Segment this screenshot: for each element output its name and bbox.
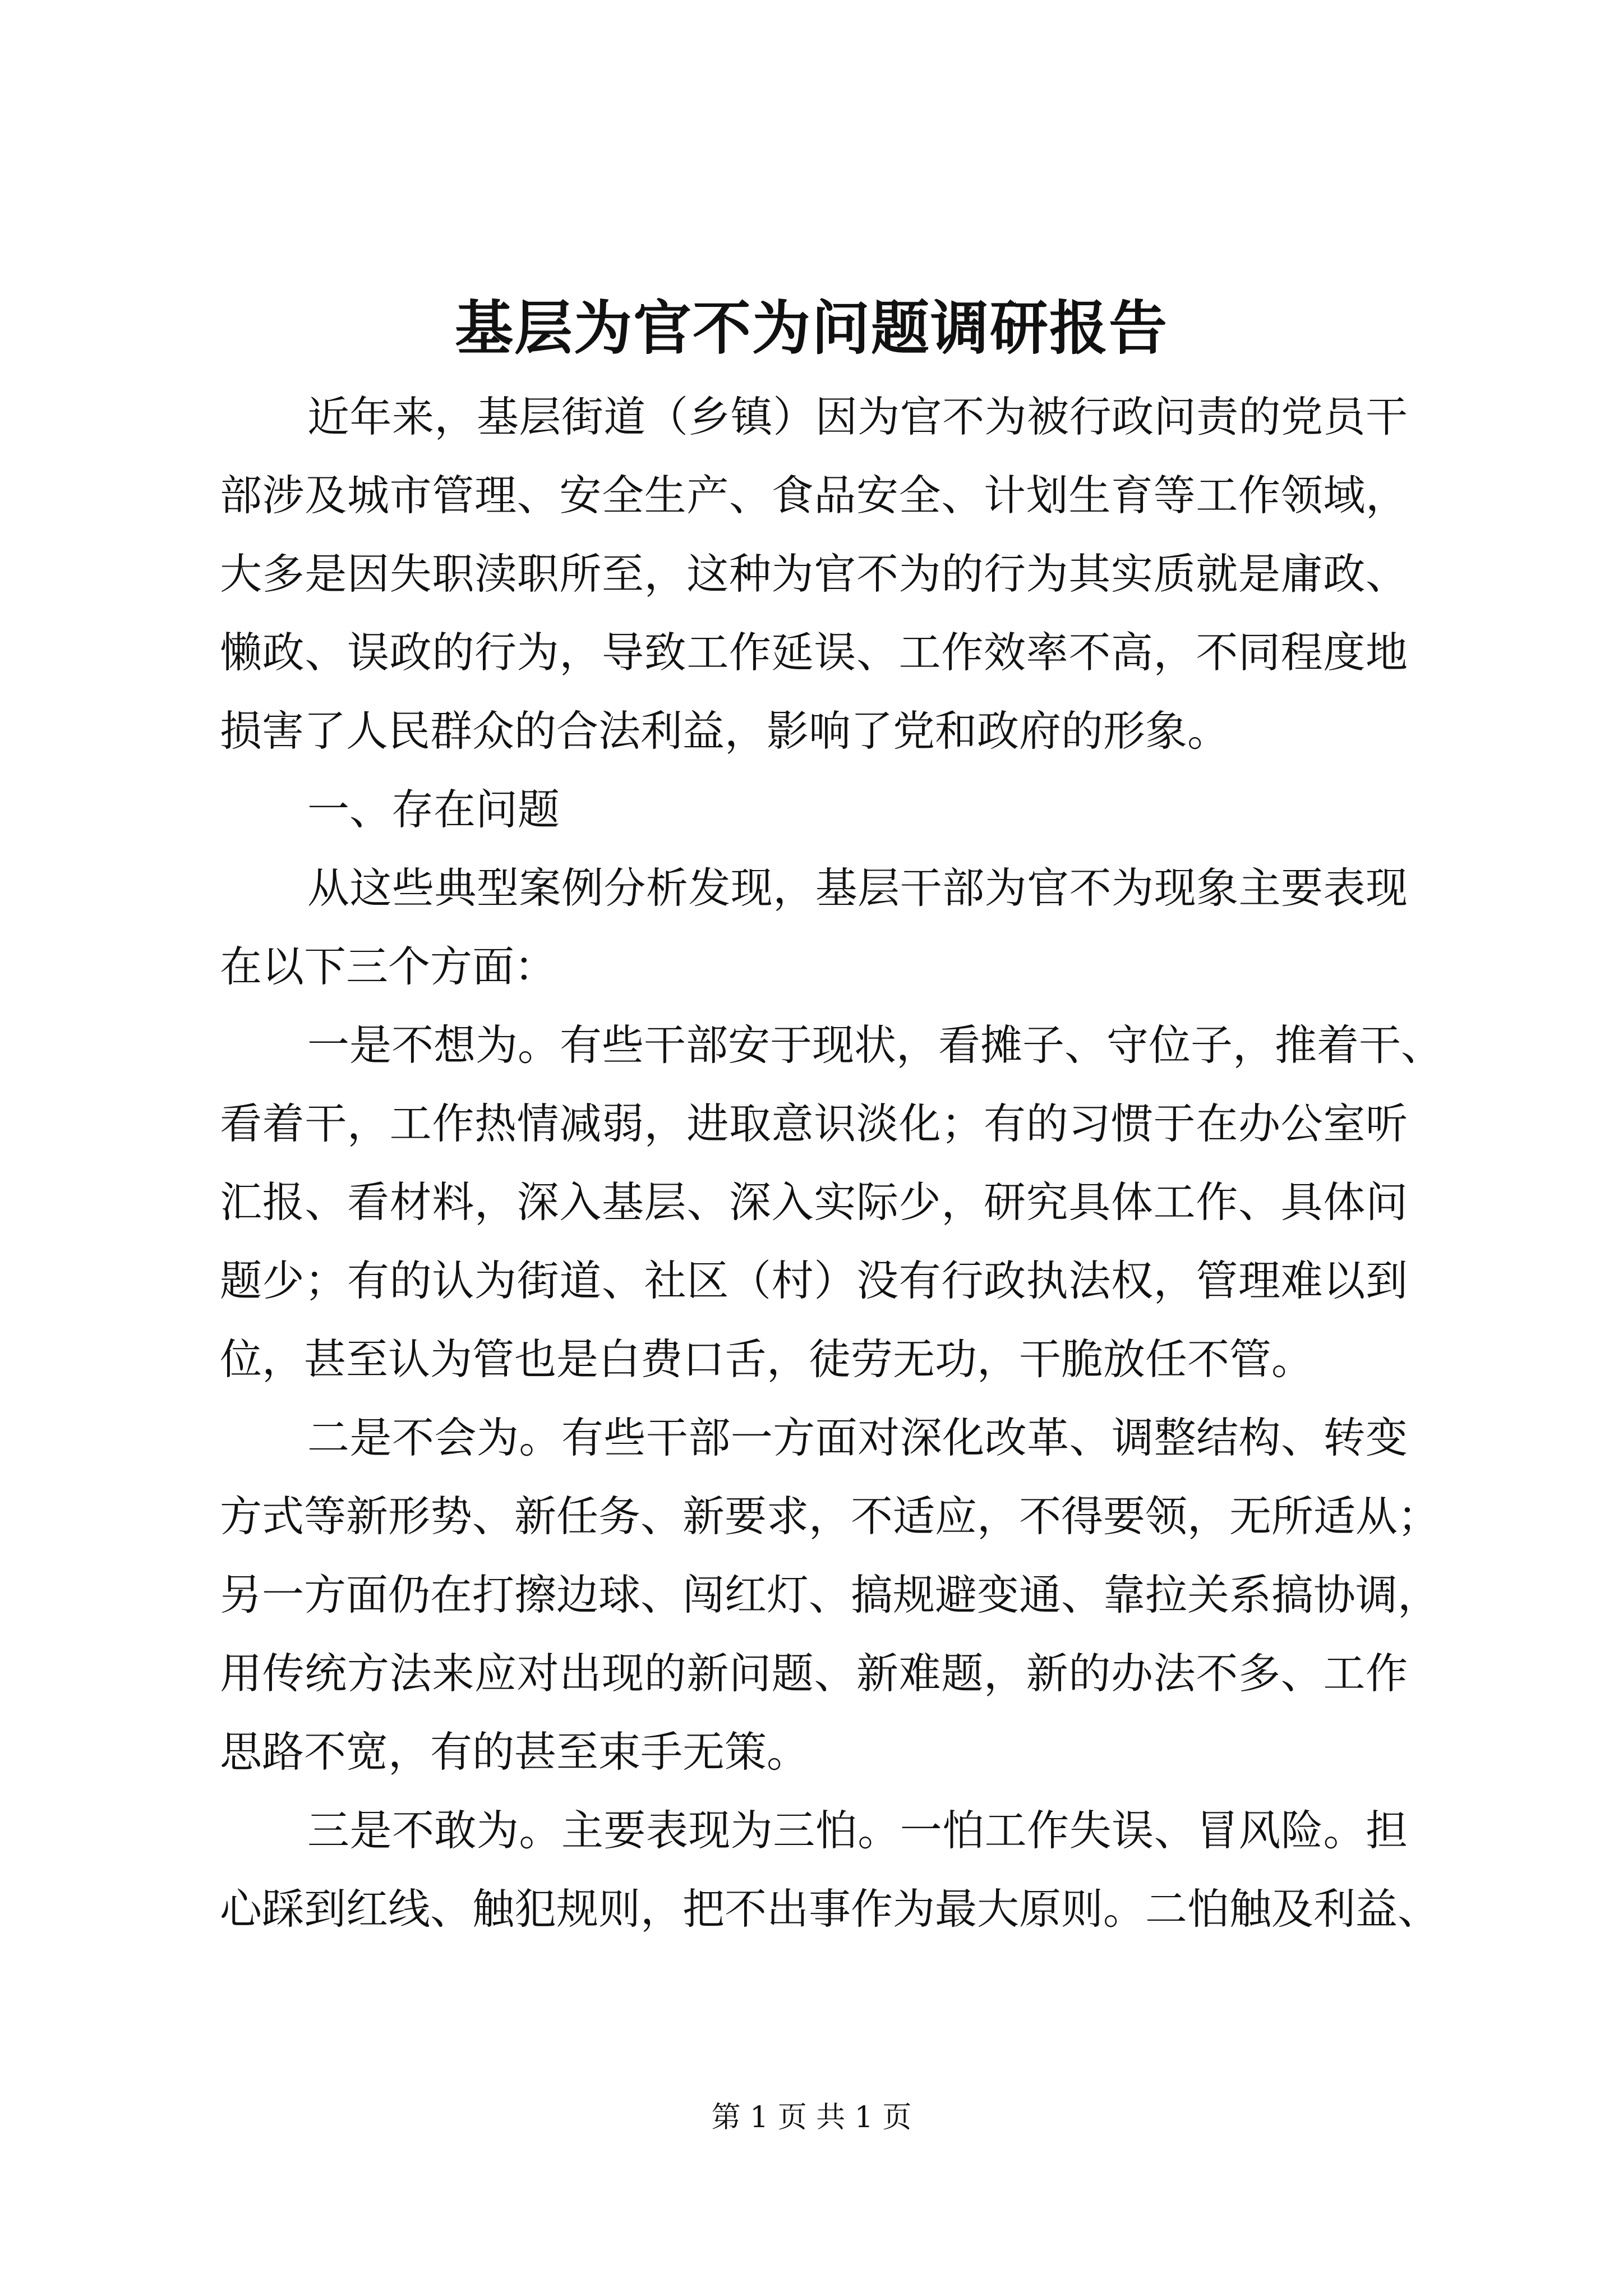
paragraph-line: 二是不会为。有些干部一方面对深化改革、调整结构、转变 [307, 1413, 1408, 1462]
paragraph-line: 心踩到红线、触犯规则，把不出事作为最大原则。二怕触及利益、 [220, 1884, 1440, 1934]
paragraph-line: 三是不敢为。主要表现为三怕。一怕工作失误、冒风险。担 [307, 1806, 1408, 1855]
paragraph-line: 损害了人民群众的合法利益，影响了党和政府的形象。 [220, 706, 1230, 756]
paragraph-line: 近年来，基层街道（乡镇）因为官不为被行政问责的党员干 [307, 392, 1408, 441]
section-heading: 一、存在问题 [307, 785, 560, 834]
page-number-footer: 第 1 页 共 1 页 [711, 2101, 912, 2134]
paragraph-line: 从这些典型案例分析发现，基层干部为官不为现象主要表现 [307, 863, 1408, 913]
paragraph-line: 懒政、误政的行为，导致工作延误、工作效率不高，不同程度地 [220, 628, 1408, 677]
paragraph-line: 在以下三个方面： [220, 942, 557, 991]
paragraph-line: 思路不宽，有的甚至束手无策。 [220, 1727, 809, 1777]
paragraph-line: 汇报、看材料，深入基层、深入实际少，研究具体工作、具体问 [220, 1177, 1408, 1227]
paragraph-line: 用传统方法来应对出现的新问题、新难题，新的办法不多、工作 [220, 1649, 1408, 1698]
paragraph-line: 题少；有的认为街道、社区（村）没有行政执法权，管理难以到 [220, 1256, 1408, 1305]
paragraph-line: 部涉及城市管理、安全生产、食品安全、计划生育等工作领域， [220, 471, 1408, 520]
paragraph-line: 方式等新形势、新任务、新要求，不适应，不得要领，无所适从； [220, 1492, 1440, 1541]
paragraph-line: 看着干，工作热情减弱，进取意识淡化；有的习惯于在办公室听 [220, 1099, 1408, 1148]
paragraph-line: 另一方面仍在打擦边球、闯红灯、搞规避变通、靠拉关系搞协调， [220, 1570, 1440, 1619]
paragraph-line: 大多是因失职渎职所至，这种为官不为的行为其实质就是庸政、 [220, 549, 1408, 599]
paragraph-line: 一是不想为。有些干部安于现状，看摊子、守位子，推着干、 [307, 1020, 1444, 1070]
paragraph-line: 位，甚至认为管也是白费口舌，徒劳无功，干脆放任不管。 [220, 1335, 1314, 1384]
document-title: 基层为官不为问题调研报告 [454, 293, 1168, 362]
